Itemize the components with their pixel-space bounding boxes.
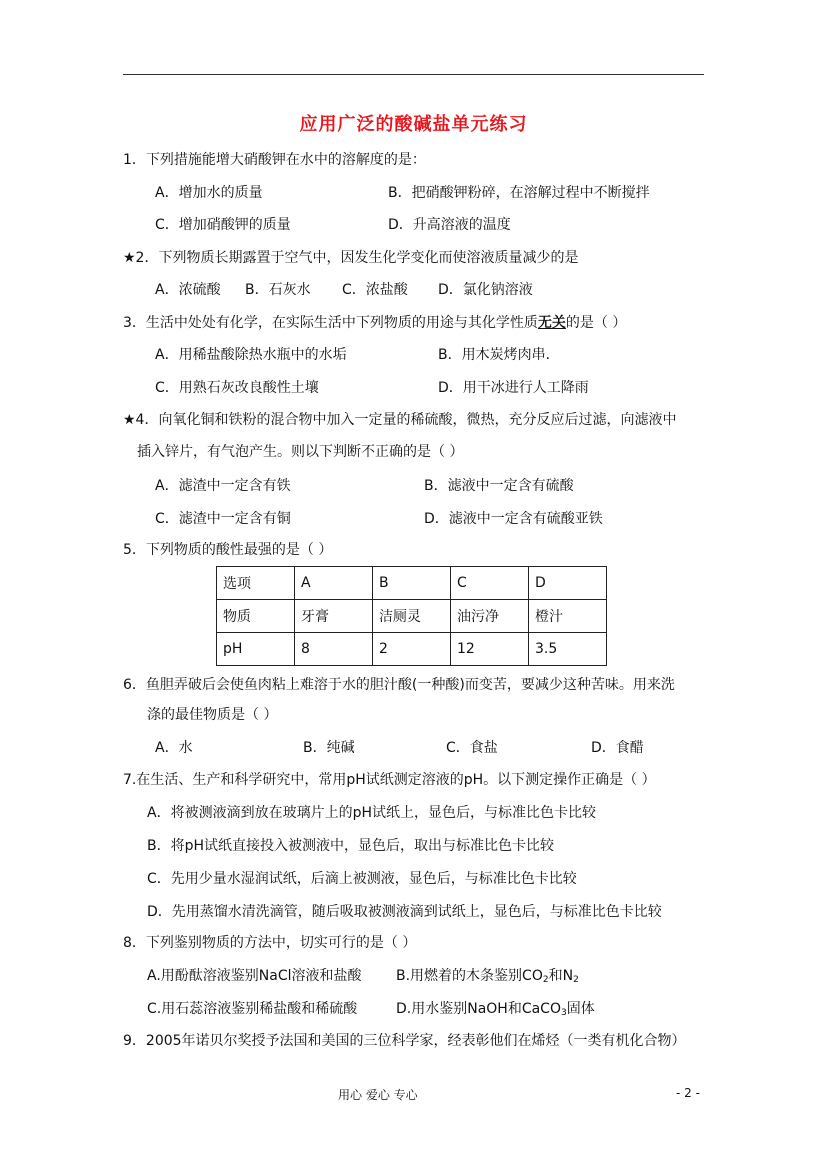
- q2-stem: ★2．下列物质长期露置于空气中，因发生化学变化而使溶液质量减少的是: [123, 250, 579, 266]
- q5-stem: 5．下列物质的酸性最强的是（ ）: [123, 542, 333, 558]
- table-cell: 物质: [217, 600, 295, 633]
- q1-option-a: A．增加水的质量: [155, 185, 263, 201]
- q3-stem: [123, 313, 626, 333]
- q3-option-c: C．用熟石灰改良酸性土壤: [155, 380, 319, 396]
- q6-option-a: A．水: [155, 740, 193, 756]
- q8-option-b-sub2: 2: [573, 975, 579, 985]
- q8-option-d: [396, 999, 595, 1023]
- q8-option-b-mid: 和N: [548, 968, 574, 984]
- table-cell: C: [451, 567, 529, 600]
- table-cell: 2: [373, 633, 451, 666]
- q7-option-b: B．将pH试纸直接投入被测液中，显色后，取出与标准比色卡比较: [147, 838, 555, 854]
- q8-option-b-sub1: 2: [542, 975, 549, 985]
- q3-stem-post: 的是（ ）: [565, 315, 627, 331]
- q6-stem-line2: 涤的最佳物质是（ ）: [147, 707, 278, 723]
- footer-slogan: 用心 爱心 专心: [338, 1088, 418, 1102]
- table-cell: 牙膏: [295, 600, 373, 633]
- table-cell: 3.5: [529, 633, 607, 666]
- table-row: [217, 567, 607, 600]
- header-rule: [123, 74, 704, 75]
- table-cell: 橙汁: [529, 600, 607, 633]
- table-cell: pH: [217, 633, 295, 666]
- q4-stem-line1: ★4．向氧化铜和铁粉的混合物中加入一定量的稀硫酸，微热，充分反应后过滤，向滤液中: [123, 412, 677, 428]
- q7-option-d: D．先用蒸馏水清洗滴管，随后吸取被测液滴到试纸上，显色后，与标准比色卡比较: [147, 904, 662, 920]
- table-cell: A: [295, 567, 373, 600]
- table-row: [217, 600, 607, 633]
- ph-table: [216, 566, 607, 666]
- q4-stem-line2: 插入锌片，有气泡产生。则以下判断不正确的是（ ）: [137, 444, 464, 460]
- q3-option-a: A．用稀盐酸除热水瓶中的水垢: [155, 347, 347, 363]
- q7-stem: 7.在生活、生产和科学研究中，常用pH试纸测定溶液的pH。以下测定操作正确是（ ）: [123, 772, 656, 788]
- q3-stem-emphasis: 无关: [537, 315, 566, 331]
- q2-option-c: C．浓盐酸: [342, 282, 408, 298]
- table-cell: D: [529, 567, 607, 600]
- q3-stem-pre: 3．生活中处处有化学，在实际生活中下列物质的用途与其化学性质: [123, 315, 538, 331]
- q7-option-a: A．将被测液滴到放在玻璃片上的pH试纸上，显色后，与标准比色卡比较: [147, 805, 596, 821]
- q1-option-c: C．增加硝酸钾的质量: [155, 217, 291, 233]
- q8-option-d-pre: D.用水鉴别NaOH和CaCO: [396, 1001, 561, 1017]
- q9-stem: 9．2005年诺贝尔奖授予法国和美国的三位科学家，经表彰他们在烯烃（一类有机化合物）: [123, 1033, 686, 1049]
- table-cell: 8: [295, 633, 373, 666]
- q8-stem: 8．下列鉴别物质的方法中，切实可行的是（ ）: [123, 935, 417, 951]
- q8-option-d-post: 固体: [566, 1001, 595, 1017]
- q8-option-b-pre: B.用燃着的木条鉴别CO: [396, 968, 543, 984]
- q3-option-d: D．用干冰进行人工降雨: [438, 380, 589, 396]
- q6-option-b: B．纯碱: [303, 740, 355, 756]
- table-cell: B: [373, 567, 451, 600]
- table-row: [217, 633, 607, 666]
- q1-option-d: D．升高溶液的温度: [388, 217, 511, 233]
- q2-option-a: A．浓硫酸: [155, 282, 221, 298]
- page-title: 应用广泛的酸碱盐单元练习: [299, 114, 528, 135]
- q3-option-b: B．用木炭烤肉串．: [438, 347, 560, 363]
- table-cell: 油污净: [451, 600, 529, 633]
- page-number: - 2 -: [676, 1086, 700, 1100]
- q1-stem: 1．下列措施能增大硝酸钾在水中的溶解度的是：: [123, 152, 426, 168]
- table-cell: 选项: [217, 567, 295, 600]
- q4-option-b: B．滤液中一定含有硫酸: [424, 478, 574, 494]
- q4-option-c: C．滤渣中一定含有铜: [155, 511, 291, 527]
- q1-option-b: B．把硝酸钾粉碎，在溶解过程中不断搅拌: [388, 185, 650, 201]
- q8-option-c: C.用石蕊溶液鉴别稀盐酸和稀硫酸: [147, 1001, 358, 1017]
- q6-stem-line1: 6．鱼胆弄破后会使鱼肉粘上难溶于水的胆汁酸(一种酸)而变苦，要减少这种苦味。用来洗: [123, 677, 675, 693]
- q2-option-b: B．石灰水: [245, 282, 311, 298]
- q6-option-d: D．食醋: [591, 740, 644, 756]
- q8-option-d-sub: 3: [560, 1008, 567, 1018]
- q7-option-c: C．先用少量水湿润试纸，后滴上被测液，显色后，与标准比色卡比较: [147, 871, 577, 887]
- q8-option-b: [396, 966, 579, 990]
- q4-option-d: D．滤液中一定含有硫酸亚铁: [424, 511, 603, 527]
- q8-option-a: A.用酚酞溶液鉴别NaCl溶液和盐酸: [147, 968, 362, 984]
- q6-option-c: C．食盐: [446, 740, 498, 756]
- q4-option-a: A．滤渣中一定含有铁: [155, 478, 291, 494]
- q2-option-d: D．氯化钠溶液: [438, 282, 533, 298]
- table-cell: 洁厕灵: [373, 600, 451, 633]
- table-cell: 12: [451, 633, 529, 666]
